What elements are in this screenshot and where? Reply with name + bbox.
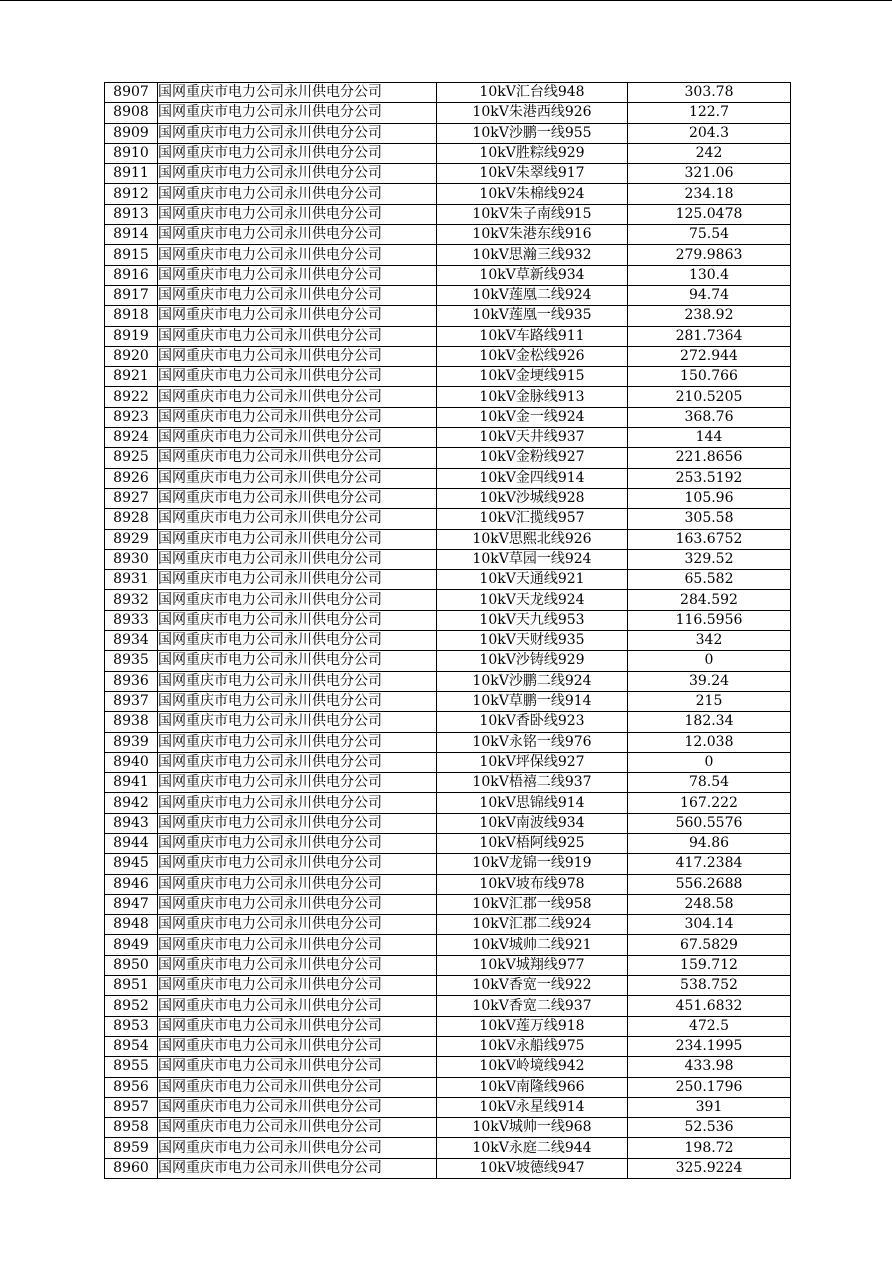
value-cell: 221.8656: [628, 448, 791, 468]
table-row: [105, 285, 791, 305]
line-name-cell: 10kV思熙北线926: [437, 529, 628, 549]
company-cell: 国网重庆市电力公司永川供电分公司: [158, 1118, 437, 1138]
page-top-rule: [0, 0, 892, 1]
company-cell: 国网重庆市电力公司永川供电分公司: [158, 184, 437, 204]
row-number-cell: 8926: [105, 468, 158, 488]
table-row: [105, 671, 791, 691]
company-cell: 国网重庆市电力公司永川供电分公司: [158, 1138, 437, 1158]
line-name-cell: 10kV金四线914: [437, 468, 628, 488]
company-cell: 国网重庆市电力公司永川供电分公司: [158, 610, 437, 630]
row-number-cell: 8908: [105, 103, 158, 123]
table-row: [105, 996, 791, 1016]
company-cell: 国网重庆市电力公司永川供电分公司: [158, 1057, 437, 1077]
row-number-cell: 8929: [105, 529, 158, 549]
value-cell: 433.98: [628, 1057, 791, 1077]
table-row: [105, 1118, 791, 1138]
table-row: [105, 712, 791, 732]
row-number-cell: 8922: [105, 387, 158, 407]
value-cell: 67.5829: [628, 935, 791, 955]
line-name-cell: 10kV天九线953: [437, 610, 628, 630]
row-number-cell: 8953: [105, 1016, 158, 1036]
value-cell: 204.3: [628, 123, 791, 143]
value-cell: 39.24: [628, 671, 791, 691]
company-cell: 国网重庆市电力公司永川供电分公司: [158, 265, 437, 285]
row-number-cell: 8958: [105, 1118, 158, 1138]
company-cell: 国网重庆市电力公司永川供电分公司: [158, 996, 437, 1016]
line-name-cell: 10kV梧禧二线937: [437, 773, 628, 793]
value-cell: 305.58: [628, 509, 791, 529]
row-number-cell: 8919: [105, 326, 158, 346]
company-cell: 国网重庆市电力公司永川供电分公司: [158, 468, 437, 488]
table-row: [105, 529, 791, 549]
row-number-cell: 8943: [105, 813, 158, 833]
company-cell: 国网重庆市电力公司永川供电分公司: [158, 691, 437, 711]
row-number-cell: 8915: [105, 245, 158, 265]
value-cell: 150.766: [628, 367, 791, 387]
row-number-cell: 8927: [105, 488, 158, 508]
line-name-cell: 10kV草新线934: [437, 265, 628, 285]
line-name-cell: 10kV城帅二线921: [437, 935, 628, 955]
line-name-cell: 10kV永星线914: [437, 1097, 628, 1117]
row-number-cell: 8940: [105, 752, 158, 772]
row-number-cell: 8916: [105, 265, 158, 285]
row-number-cell: 8935: [105, 651, 158, 671]
table-row: [105, 103, 791, 123]
table-row: [105, 326, 791, 346]
line-name-cell: 10kV天通线921: [437, 570, 628, 590]
company-cell: 国网重庆市电力公司永川供电分公司: [158, 894, 437, 914]
company-cell: 国网重庆市电力公司永川供电分公司: [158, 793, 437, 813]
row-number-cell: 8944: [105, 833, 158, 853]
value-cell: 368.76: [628, 407, 791, 427]
value-cell: 94.74: [628, 285, 791, 305]
line-name-cell: 10kV汇揽线957: [437, 509, 628, 529]
line-name-cell: 10kV沙铸线929: [437, 651, 628, 671]
row-number-cell: 8937: [105, 691, 158, 711]
value-cell: 163.6752: [628, 529, 791, 549]
company-cell: 国网重庆市电力公司永川供电分公司: [158, 143, 437, 163]
company-cell: 国网重庆市电力公司永川供电分公司: [158, 103, 437, 123]
company-cell: 国网重庆市电力公司永川供电分公司: [158, 935, 437, 955]
table-row: [105, 407, 791, 427]
table-row: [105, 184, 791, 204]
value-cell: 0: [628, 651, 791, 671]
value-cell: 144: [628, 428, 791, 448]
value-cell: 538.752: [628, 976, 791, 996]
table-row: [105, 752, 791, 772]
line-name-cell: 10kV南波线934: [437, 813, 628, 833]
table-row: [105, 468, 791, 488]
value-cell: 272.944: [628, 346, 791, 366]
row-number-cell: 8920: [105, 346, 158, 366]
line-name-cell: 10kV汇郡二线924: [437, 915, 628, 935]
company-cell: 国网重庆市电力公司永川供电分公司: [158, 245, 437, 265]
company-cell: 国网重庆市电力公司永川供电分公司: [158, 346, 437, 366]
row-number-cell: 8957: [105, 1097, 158, 1117]
line-name-cell: 10kV永铭一线976: [437, 732, 628, 752]
table-row: [105, 164, 791, 184]
table-row: [105, 854, 791, 874]
line-name-cell: 10kV金埂线915: [437, 367, 628, 387]
company-cell: 国网重庆市电力公司永川供电分公司: [158, 671, 437, 691]
company-cell: 国网重庆市电力公司永川供电分公司: [158, 976, 437, 996]
row-number-cell: 8948: [105, 915, 158, 935]
value-cell: 130.4: [628, 265, 791, 285]
row-number-cell: 8956: [105, 1077, 158, 1097]
line-name-cell: 10kV龙锦一线919: [437, 854, 628, 874]
row-number-cell: 8928: [105, 509, 158, 529]
table-row: [105, 225, 791, 245]
company-cell: 国网重庆市电力公司永川供电分公司: [158, 752, 437, 772]
line-name-cell: 10kV金松线926: [437, 346, 628, 366]
table-row: [105, 204, 791, 224]
table-row: [105, 387, 791, 407]
value-cell: 304.14: [628, 915, 791, 935]
value-cell: 281.7364: [628, 326, 791, 346]
row-number-cell: 8941: [105, 773, 158, 793]
line-name-cell: 10kV朱棉线924: [437, 184, 628, 204]
company-cell: 国网重庆市电力公司永川供电分公司: [158, 306, 437, 326]
value-cell: 94.86: [628, 833, 791, 853]
row-number-cell: 8945: [105, 854, 158, 874]
table-row: [105, 894, 791, 914]
company-cell: 国网重庆市电力公司永川供电分公司: [158, 367, 437, 387]
table-row: [105, 448, 791, 468]
data-table: [104, 82, 791, 1179]
company-cell: 国网重庆市电力公司永川供电分公司: [158, 448, 437, 468]
line-name-cell: 10kV草园一线924: [437, 549, 628, 569]
value-cell: 125.0478: [628, 204, 791, 224]
table-row: [105, 1077, 791, 1097]
row-number-cell: 8949: [105, 935, 158, 955]
table-row: [105, 306, 791, 326]
line-name-cell: 10kV永庭二线944: [437, 1138, 628, 1158]
line-name-cell: 10kV天财线935: [437, 631, 628, 651]
line-name-cell: 10kV朱港东线916: [437, 225, 628, 245]
value-cell: 472.5: [628, 1016, 791, 1036]
row-number-cell: 8942: [105, 793, 158, 813]
value-cell: 253.5192: [628, 468, 791, 488]
line-name-cell: 10kV沙城线928: [437, 488, 628, 508]
row-number-cell: 8950: [105, 955, 158, 975]
table-row: [105, 1138, 791, 1158]
value-cell: 556.2688: [628, 874, 791, 894]
line-name-cell: 10kV城翔线977: [437, 955, 628, 975]
row-number-cell: 8923: [105, 407, 158, 427]
company-cell: 国网重庆市电力公司永川供电分公司: [158, 854, 437, 874]
company-cell: 国网重庆市电力公司永川供电分公司: [158, 915, 437, 935]
value-cell: 116.5956: [628, 610, 791, 630]
table-row: [105, 143, 791, 163]
value-cell: 159.712: [628, 955, 791, 975]
table-row: [105, 570, 791, 590]
company-cell: 国网重庆市电力公司永川供电分公司: [158, 204, 437, 224]
table-row: [105, 732, 791, 752]
row-number-cell: 8930: [105, 549, 158, 569]
line-name-cell: 10kV城帅一线968: [437, 1118, 628, 1138]
table-row: [105, 488, 791, 508]
row-number-cell: 8939: [105, 732, 158, 752]
line-name-cell: 10kV草鹏一线914: [437, 691, 628, 711]
line-name-cell: 10kV天龙线924: [437, 590, 628, 610]
row-number-cell: 8933: [105, 610, 158, 630]
line-name-cell: 10kV莲凰一线935: [437, 306, 628, 326]
value-cell: 234.1995: [628, 1036, 791, 1056]
company-cell: 国网重庆市电力公司永川供电分公司: [158, 123, 437, 143]
row-number-cell: 8952: [105, 996, 158, 1016]
table-row: [105, 915, 791, 935]
value-cell: 242: [628, 143, 791, 163]
value-cell: 215: [628, 691, 791, 711]
line-name-cell: 10kV汇郡一线958: [437, 894, 628, 914]
table-row: [105, 245, 791, 265]
table-row: [105, 935, 791, 955]
row-number-cell: 8912: [105, 184, 158, 204]
company-cell: 国网重庆市电力公司永川供电分公司: [158, 83, 437, 103]
row-number-cell: 8932: [105, 590, 158, 610]
line-name-cell: 10kV思锦线914: [437, 793, 628, 813]
line-name-cell: 10kV朱港西线926: [437, 103, 628, 123]
line-name-cell: 10kV香宽二线937: [437, 996, 628, 1016]
table-row: [105, 874, 791, 894]
table-row: [105, 123, 791, 143]
value-cell: 451.6832: [628, 996, 791, 1016]
line-name-cell: 10kV坪保线927: [437, 752, 628, 772]
table-row: [105, 346, 791, 366]
line-name-cell: 10kV朱子南线915: [437, 204, 628, 224]
row-number-cell: 8951: [105, 976, 158, 996]
value-cell: 284.592: [628, 590, 791, 610]
table-row: [105, 631, 791, 651]
company-cell: 国网重庆市电力公司永川供电分公司: [158, 631, 437, 651]
table-row: [105, 691, 791, 711]
value-cell: 560.5576: [628, 813, 791, 833]
table-row: [105, 976, 791, 996]
company-cell: 国网重庆市电力公司永川供电分公司: [158, 874, 437, 894]
line-name-cell: 10kV沙鹏二线924: [437, 671, 628, 691]
value-cell: 78.54: [628, 773, 791, 793]
value-cell: 417.2384: [628, 854, 791, 874]
row-number-cell: 8955: [105, 1057, 158, 1077]
company-cell: 国网重庆市电力公司永川供电分公司: [158, 712, 437, 732]
row-number-cell: 8959: [105, 1138, 158, 1158]
company-cell: 国网重庆市电力公司永川供电分公司: [158, 428, 437, 448]
line-name-cell: 10kV坡德线947: [437, 1158, 628, 1178]
row-number-cell: 8947: [105, 894, 158, 914]
table-body: [105, 83, 791, 1179]
value-cell: 198.72: [628, 1138, 791, 1158]
company-cell: 国网重庆市电力公司永川供电分公司: [158, 549, 437, 569]
row-number-cell: 8917: [105, 285, 158, 305]
line-name-cell: 10kV天井线937: [437, 428, 628, 448]
table-row: [105, 83, 791, 103]
line-name-cell: 10kV莲凰二线924: [437, 285, 628, 305]
line-name-cell: 10kV金一线924: [437, 407, 628, 427]
row-number-cell: 8918: [105, 306, 158, 326]
value-cell: 0: [628, 752, 791, 772]
value-cell: 122.7: [628, 103, 791, 123]
company-cell: 国网重庆市电力公司永川供电分公司: [158, 813, 437, 833]
table-row: [105, 1097, 791, 1117]
value-cell: 342: [628, 631, 791, 651]
table-row: [105, 1057, 791, 1077]
table-row: [105, 428, 791, 448]
company-cell: 国网重庆市电力公司永川供电分公司: [158, 1016, 437, 1036]
value-cell: 182.34: [628, 712, 791, 732]
value-cell: 167.222: [628, 793, 791, 813]
table-row: [105, 590, 791, 610]
table-row: [105, 509, 791, 529]
value-cell: 105.96: [628, 488, 791, 508]
row-number-cell: 8913: [105, 204, 158, 224]
row-number-cell: 8914: [105, 225, 158, 245]
table-row: [105, 833, 791, 853]
value-cell: 279.9863: [628, 245, 791, 265]
line-name-cell: 10kV沙鹏一线955: [437, 123, 628, 143]
company-cell: 国网重庆市电力公司永川供电分公司: [158, 1077, 437, 1097]
line-name-cell: 10kV朱翠线917: [437, 164, 628, 184]
company-cell: 国网重庆市电力公司永川供电分公司: [158, 833, 437, 853]
value-cell: 52.536: [628, 1118, 791, 1138]
company-cell: 国网重庆市电力公司永川供电分公司: [158, 1036, 437, 1056]
row-number-cell: 8924: [105, 428, 158, 448]
company-cell: 国网重庆市电力公司永川供电分公司: [158, 509, 437, 529]
value-cell: 391: [628, 1097, 791, 1117]
line-name-cell: 10kV岭境线942: [437, 1057, 628, 1077]
value-cell: 65.582: [628, 570, 791, 590]
value-cell: 303.78: [628, 83, 791, 103]
company-cell: 国网重庆市电力公司永川供电分公司: [158, 225, 437, 245]
line-name-cell: 10kV南隆线966: [437, 1077, 628, 1097]
row-number-cell: 8931: [105, 570, 158, 590]
value-cell: 325.9224: [628, 1158, 791, 1178]
line-name-cell: 10kV香宽一线922: [437, 976, 628, 996]
row-number-cell: 8938: [105, 712, 158, 732]
line-name-cell: 10kV汇台线948: [437, 83, 628, 103]
row-number-cell: 8925: [105, 448, 158, 468]
company-cell: 国网重庆市电力公司永川供电分公司: [158, 570, 437, 590]
value-cell: 238.92: [628, 306, 791, 326]
company-cell: 国网重庆市电力公司永川供电分公司: [158, 488, 437, 508]
table-row: [105, 1158, 791, 1178]
company-cell: 国网重庆市电力公司永川供电分公司: [158, 326, 437, 346]
value-cell: 321.06: [628, 164, 791, 184]
row-number-cell: 8909: [105, 123, 158, 143]
company-cell: 国网重庆市电力公司永川供电分公司: [158, 773, 437, 793]
row-number-cell: 8907: [105, 83, 158, 103]
row-number-cell: 8921: [105, 367, 158, 387]
value-cell: 75.54: [628, 225, 791, 245]
row-number-cell: 8934: [105, 631, 158, 651]
company-cell: 国网重庆市电力公司永川供电分公司: [158, 1158, 437, 1178]
value-cell: 12.038: [628, 732, 791, 752]
company-cell: 国网重庆市电力公司永川供电分公司: [158, 529, 437, 549]
table-row: [105, 793, 791, 813]
line-name-cell: 10kV莲万线918: [437, 1016, 628, 1036]
row-number-cell: 8911: [105, 164, 158, 184]
table-row: [105, 813, 791, 833]
company-cell: 国网重庆市电力公司永川供电分公司: [158, 164, 437, 184]
table-row: [105, 549, 791, 569]
value-cell: 329.52: [628, 549, 791, 569]
table-row: [105, 610, 791, 630]
company-cell: 国网重庆市电力公司永川供电分公司: [158, 407, 437, 427]
company-cell: 国网重庆市电力公司永川供电分公司: [158, 955, 437, 975]
line-name-cell: 10kV金脉线913: [437, 387, 628, 407]
line-name-cell: 10kV香卧线923: [437, 712, 628, 732]
value-cell: 210.5205: [628, 387, 791, 407]
line-name-cell: 10kV金粉线927: [437, 448, 628, 468]
company-cell: 国网重庆市电力公司永川供电分公司: [158, 1097, 437, 1117]
company-cell: 国网重庆市电力公司永川供电分公司: [158, 590, 437, 610]
table-row: [105, 367, 791, 387]
line-name-cell: 10kV车路线911: [437, 326, 628, 346]
company-cell: 国网重庆市电力公司永川供电分公司: [158, 285, 437, 305]
value-cell: 234.18: [628, 184, 791, 204]
table-row: [105, 773, 791, 793]
table-row: [105, 955, 791, 975]
table-row: [105, 1016, 791, 1036]
row-number-cell: 8946: [105, 874, 158, 894]
row-number-cell: 8936: [105, 671, 158, 691]
row-number-cell: 8910: [105, 143, 158, 163]
table-row: [105, 265, 791, 285]
row-number-cell: 8960: [105, 1158, 158, 1178]
line-name-cell: 10kV胜粽线929: [437, 143, 628, 163]
line-name-cell: 10kV永船线975: [437, 1036, 628, 1056]
value-cell: 248.58: [628, 894, 791, 914]
company-cell: 国网重庆市电力公司永川供电分公司: [158, 651, 437, 671]
line-name-cell: 10kV思瀚三线932: [437, 245, 628, 265]
line-name-cell: 10kV坡布线978: [437, 874, 628, 894]
line-name-cell: 10kV梧阿线925: [437, 833, 628, 853]
table-row: [105, 651, 791, 671]
company-cell: 国网重庆市电力公司永川供电分公司: [158, 387, 437, 407]
row-number-cell: 8954: [105, 1036, 158, 1056]
table-row: [105, 1036, 791, 1056]
value-cell: 250.1796: [628, 1077, 791, 1097]
company-cell: 国网重庆市电力公司永川供电分公司: [158, 732, 437, 752]
